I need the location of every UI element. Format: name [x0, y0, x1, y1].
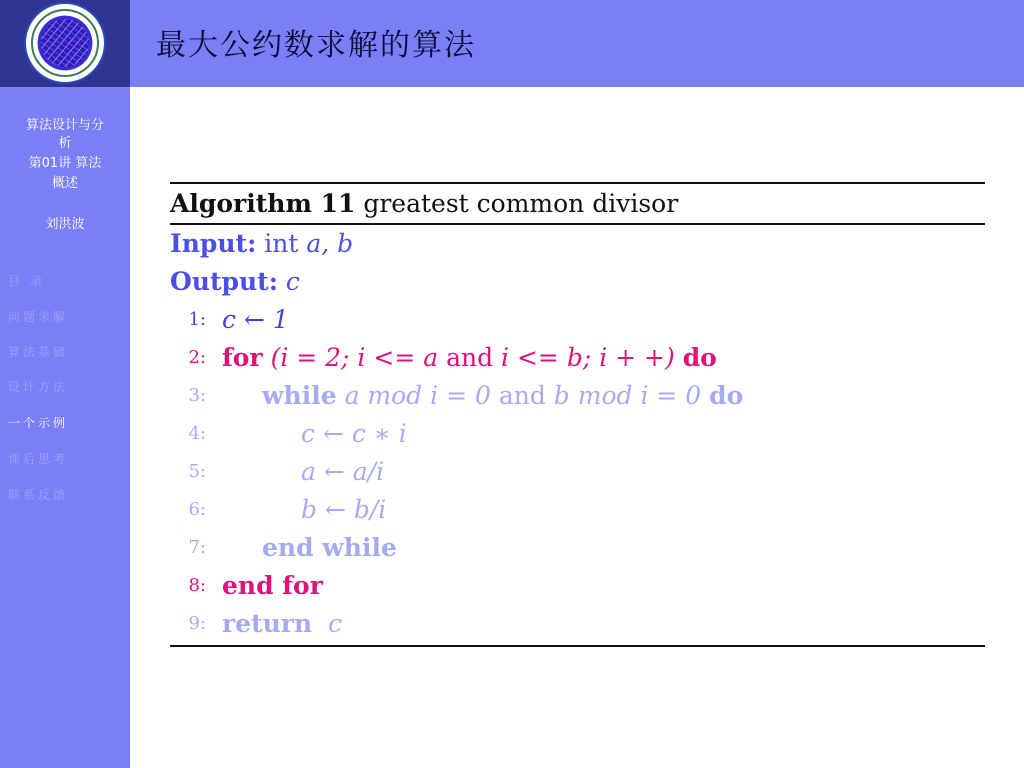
- university-logo: [24, 2, 106, 84]
- line-text: c ← c ∗ i: [301, 418, 407, 448]
- line-text: c ← 1: [222, 304, 289, 334]
- keyword-and: and: [498, 380, 546, 410]
- keyword-for: for: [222, 342, 263, 372]
- keyword-return: return: [222, 608, 313, 638]
- keyword-do: do: [709, 380, 744, 410]
- algorithm-description: greatest common divisor: [363, 189, 679, 218]
- lecture-title-line2: 概述: [51, 176, 78, 191]
- algorithm-caption: [170, 184, 985, 223]
- keyword-end-while: end while: [262, 532, 397, 562]
- algorithm-line: [170, 491, 985, 529]
- nav-item-example[interactable]: 一个示例: [8, 416, 69, 430]
- line-code: [262, 529, 397, 567]
- keyword-do: do: [682, 342, 717, 372]
- line-number: 9:: [188, 612, 206, 634]
- algorithm-output: [170, 263, 985, 301]
- algorithm-line: [170, 415, 985, 453]
- algorithm-line: [170, 377, 985, 415]
- output-label: Output:: [170, 266, 278, 296]
- algorithm-line: [170, 605, 985, 643]
- algorithm-block: [170, 182, 985, 647]
- logo-emblem-icon: [31, 9, 99, 77]
- logo-area: [0, 0, 130, 87]
- lecture-title-line1: 第01讲 算法: [28, 156, 102, 171]
- line-text-2: i <= b; i + +): [501, 342, 675, 372]
- course-title-line1: 算法设计与分: [25, 118, 104, 133]
- algorithm-line: [170, 529, 985, 567]
- line-code: [301, 415, 407, 453]
- line-text-2: b mod i = 0: [553, 380, 702, 410]
- algorithm-input: [170, 225, 985, 263]
- slide-title: 最大公约数求解的算法: [156, 28, 476, 63]
- lecture-title: [0, 154, 130, 194]
- algorithm-lines: [170, 301, 985, 643]
- nav-item-problem-solving[interactable]: 问题求解: [8, 310, 69, 324]
- line-code: [222, 567, 323, 605]
- line-number: 5:: [188, 460, 206, 482]
- keyword-while: while: [262, 380, 337, 410]
- line-code: [301, 491, 386, 529]
- algorithm-line: [170, 567, 985, 605]
- line-number: 1:: [188, 308, 206, 330]
- line-code: [222, 301, 289, 339]
- line-code: [301, 453, 384, 491]
- nav-item-algorithm-basics[interactable]: 算法基础: [8, 345, 69, 359]
- keyword-and: and: [446, 342, 494, 372]
- line-text: a ← a/i: [301, 456, 385, 486]
- line-number: 6:: [188, 498, 206, 520]
- line-number: 8:: [188, 574, 206, 596]
- course-title: [0, 116, 130, 152]
- input-label: Input:: [170, 228, 257, 258]
- line-text: c: [328, 608, 343, 638]
- line-text: a mod i = 0: [344, 380, 491, 410]
- algorithm-name: Algorithm 11: [170, 189, 356, 218]
- output-var: c: [285, 266, 300, 296]
- sidebar: [0, 0, 130, 768]
- algorithm-line: [170, 339, 985, 377]
- line-number: 4:: [188, 422, 206, 444]
- line-code: [222, 605, 342, 643]
- bottom-rule: [170, 645, 985, 647]
- line-number: 3:: [188, 384, 206, 406]
- nav-item-contents[interactable]: 目 录: [8, 274, 45, 288]
- keyword-end-for: end for: [222, 570, 323, 600]
- nav-item-after-class[interactable]: 课后思考: [8, 452, 69, 466]
- input-type: int: [264, 228, 299, 258]
- course-title-line2: 析: [58, 136, 72, 151]
- line-text: (i = 2; i <= a: [270, 342, 439, 372]
- author-name: 刘洪波: [45, 217, 85, 232]
- line-code: [222, 339, 717, 377]
- line-number: 2:: [188, 346, 206, 368]
- line-code: [262, 377, 743, 415]
- line-text: b ← b/i: [301, 494, 387, 524]
- nav-item-feedback[interactable]: 联系反馈: [8, 488, 69, 502]
- input-vars: a, b: [306, 228, 354, 258]
- nav-item-design-methods[interactable]: 设计方法: [8, 380, 69, 394]
- algorithm-line: [170, 453, 985, 491]
- line-number: 7:: [188, 536, 206, 558]
- algorithm-line: [170, 301, 985, 339]
- slide-header: [130, 0, 1024, 87]
